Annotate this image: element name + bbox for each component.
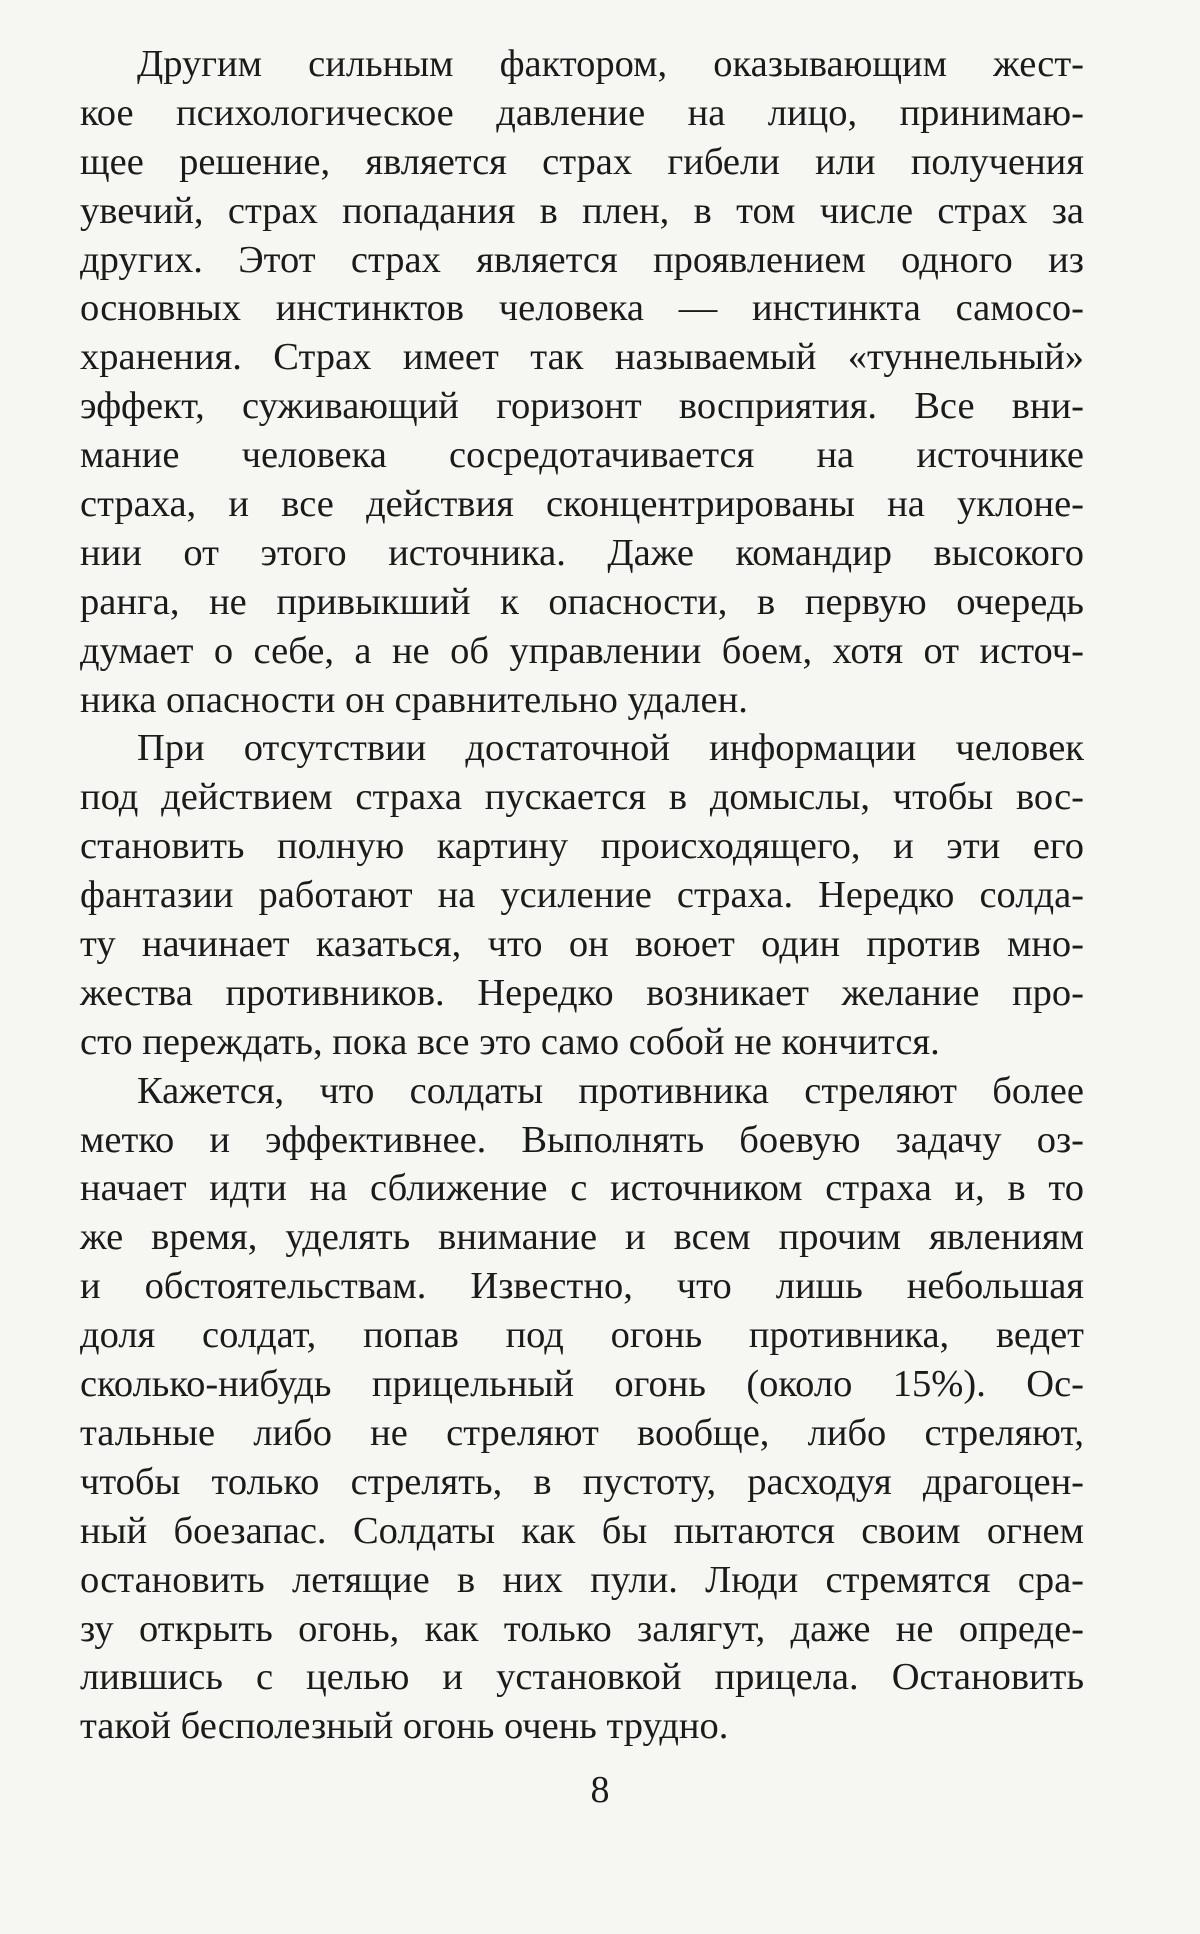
text-line: кое психологическое давление на лицо, принимаю-: [80, 91, 1084, 134]
text-line: ту начинает казаться, что он воюет один против мно-: [80, 923, 1084, 966]
text-line: мание человека сосредотачивается на источнике: [80, 434, 1084, 477]
text-line: думает о себе, а не об управлении боем, хотя от источ-: [80, 629, 1084, 672]
text-line: остановить летящие в них пули. Люди стремятся сра-: [80, 1558, 1084, 1601]
body-text: [80, 40, 1084, 1751]
text-line: чтобы только стрелять, в пустоту, расходуя драгоцен-: [80, 1460, 1084, 1503]
text-line: сколько-нибудь прицельный огонь (около 15%). Ос-: [80, 1363, 1084, 1406]
text-line: тальные либо не стреляют вообще, либо стреляют,: [80, 1411, 1084, 1454]
text-line: щее решение, является страх гибели или получения: [80, 140, 1084, 183]
text-line: такой бесполезный огонь очень трудно.: [80, 1705, 729, 1748]
text-line: При отсутствии достаточной информации человек: [137, 727, 1084, 770]
text-line: зу открыть огонь, как только залягут, даже не опреде-: [80, 1607, 1084, 1650]
text-line: Другим сильным фактором, оказывающим жест-: [137, 43, 1084, 85]
text-line: под действием страха пускается в домыслы, чтобы вос-: [80, 776, 1084, 819]
text-line: фантазии работают на усиление страха. Нередко солда-: [80, 874, 1084, 917]
text-line: метко и эффективнее. Выполнять боевую задачу оз-: [80, 1118, 1084, 1161]
text-line: начает идти на сближение с источником страха и, в то: [80, 1167, 1084, 1210]
text-line: хранения. Страх имеет так называемый «туннельный»: [80, 336, 1084, 379]
text-line: ный боезапас. Солдаты как бы пытаются своим огнем: [80, 1509, 1084, 1552]
paragraph-3: [80, 1067, 1084, 1751]
text-line: доля солдат, попав под огонь противника, ведет: [80, 1314, 1084, 1357]
text-line: Кажется, что солдаты противника стреляют более: [137, 1069, 1084, 1112]
page-number: 8: [590, 1769, 610, 1811]
text-line: сто переждать, пока все это само собой не кончится.: [80, 1020, 940, 1063]
paragraph-1: [80, 40, 1084, 724]
text-line: ника опасности он сравнительно удален.: [80, 678, 748, 721]
text-line: жества противников. Нередко возникает желание про-: [80, 971, 1084, 1014]
text-line: эффект, суживающий горизонт восприятия. Все вни-: [80, 385, 1084, 428]
text-line: увечий, страх попадания в плен, в том числе страх за: [80, 189, 1084, 232]
text-line: других. Этот страх является проявлением одного из: [80, 238, 1084, 281]
paragraph-2: [80, 724, 1084, 1066]
text-line: же время, уделять внимание и всем прочим явлениям: [80, 1216, 1084, 1259]
text-line: становить полную картину происходящего, и эти его: [80, 825, 1084, 868]
text-line: основных инстинктов человека — инстинкта самосо-: [80, 287, 1084, 330]
text-line: страха, и все действия сконцентрированы на уклоне-: [80, 483, 1084, 526]
text-line: ранга, не привыкший к опасности, в первую очередь: [80, 580, 1084, 623]
text-line: и обстоятельствам. Известно, что лишь небольшая: [80, 1265, 1084, 1308]
text-line: лившись с целью и установкой прицела. Остановить: [80, 1656, 1084, 1699]
text-line: нии от этого источника. Даже командир высокого: [80, 531, 1084, 574]
